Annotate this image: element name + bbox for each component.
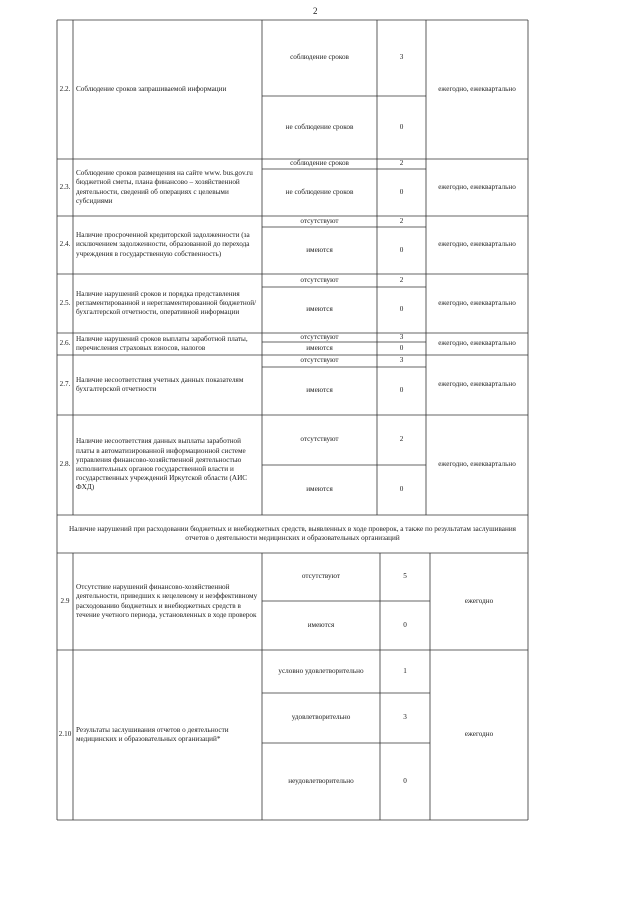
score-value: 1 — [403, 666, 407, 675]
period-text: ежегодно, ежеквартально — [438, 298, 516, 307]
indicator-text: Наличие несоответствия учетных данных показателям бухгалтерской отчетности — [76, 375, 244, 393]
period-text: ежегодно — [464, 596, 494, 605]
criterion-text: имеются — [306, 245, 333, 254]
row-number: 2.8. — [59, 460, 71, 469]
period-text: ежегодно, ежеквартально — [438, 339, 516, 348]
criterion-text: имеются — [306, 386, 333, 395]
score-value: 3 — [399, 53, 404, 62]
criterion-text: отсутствуют — [300, 435, 339, 444]
indicator-text: Наличие нарушений сроков и порядка представления регламентированной и нерегламентированной бюджетной/бухгалтерской отчетности, оперативной информации — [76, 289, 257, 317]
criterion-text: отсутствуют — [301, 572, 341, 581]
row-number: 2.6. — [59, 339, 71, 348]
criterion-text: удовлетворительно — [291, 713, 351, 722]
criterion-text: имеются — [306, 485, 333, 494]
period-text: ежегодно, ежеквартально — [438, 84, 516, 93]
criterion-text: отсутствуют — [300, 216, 339, 225]
score-value: 0 — [403, 776, 407, 785]
period-text: ежегодно, ежеквартально — [438, 182, 516, 191]
criterion-text: неудовлетворительно — [288, 776, 354, 785]
score-value: 5 — [403, 572, 407, 581]
row-number: 2.5. — [59, 298, 71, 307]
section-header: Наличие нарушений при расходовании бюджетных и внебюджетных средств, выявленных в ходе проверок, а также по результатам заслушивания отчетов о деятельности медицинских и образовательных организаций — [69, 524, 516, 542]
row-number: 2.10 — [58, 730, 72, 739]
indicator-text: Наличие просроченной кредиторской задолженности (за исключением задолженности, образованной до перехода учреждения в государственную собственность) — [76, 231, 250, 258]
score-value: 3 — [399, 332, 404, 341]
score-value: 0 — [399, 485, 404, 494]
criterion-text: отсутствуют — [300, 332, 339, 341]
score-value: 2 — [399, 159, 404, 168]
criterion-text: имеются — [306, 305, 333, 314]
criterion-text: отсутствуют — [300, 275, 339, 284]
score-value: 2 — [399, 216, 404, 225]
row-number: 2.3. — [59, 182, 71, 191]
row-number: 2.7. — [59, 380, 71, 389]
score-value: 2 — [399, 435, 404, 444]
score-value: 0 — [399, 305, 404, 314]
period-text: ежегодно — [464, 730, 494, 739]
page-number: 2 — [313, 6, 318, 16]
criterion-text: соблюдение сроков — [290, 53, 349, 62]
score-value: 0 — [399, 343, 404, 352]
score-value: 2 — [399, 275, 404, 284]
row-number: 2.2. — [59, 84, 71, 93]
score-value: 0 — [399, 187, 404, 196]
score-value: 0 — [399, 122, 404, 131]
criterion-text: соблюдение сроков — [290, 159, 349, 168]
row-number: 2.4. — [59, 240, 71, 249]
criterion-text: не соблюдение сроков — [285, 122, 354, 131]
period-text: ежегодно, ежеквартально — [438, 380, 516, 389]
period-text: ежегодно, ежеквартально — [438, 460, 516, 469]
score-value: 0 — [403, 620, 407, 629]
score-value: 0 — [399, 386, 404, 395]
period-text: ежегодно, ежеквартально — [438, 240, 516, 249]
indicator-text: Соблюдение сроков запрашиваемой информации — [76, 84, 227, 93]
criterion-text: условно удовлетворительно — [278, 666, 364, 675]
criterion-text: отсутствуют — [300, 356, 339, 365]
row-number: 2.9 — [60, 596, 70, 605]
indicator-text: Отсутствие нарушений финансово-хозяйственной деятельности, приведших к нецелевому и неэффективному расходованию бюджетных и внебюджетных средств в течение учетного периода, установленных в ходе проверок — [76, 583, 258, 619]
criterion-text: имеются — [307, 620, 335, 629]
criterion-text: имеются — [306, 343, 333, 352]
score-value: 0 — [399, 245, 404, 254]
criterion-text: не соблюдение сроков — [285, 187, 354, 196]
score-value: 3 — [399, 356, 404, 365]
indicator-text: Наличие нарушений сроков выплаты заработной платы, перечисления страховых взносов, налогов — [76, 334, 248, 352]
indicator-text: Соблюдение сроков размещения на сайте www. bus.gov.ru бюджетной сметы, плана финансово – хозяйственной деятельности, сведений об операциях с целевыми субсидиями — [76, 169, 253, 205]
indicator-text: Результаты заслушивания отчетов о деятельности медицинских и образовательных организаций* — [76, 725, 229, 743]
indicator-text: Наличие несоответствия данных выплаты заработной платы в автоматизированной информационной системе управления финансово-хозяйственной деятельностью исполнительных органов государственной власти и государственных учреждений Иркутской области (АИС ФХД) — [76, 437, 248, 492]
score-value: 3 — [403, 713, 407, 722]
